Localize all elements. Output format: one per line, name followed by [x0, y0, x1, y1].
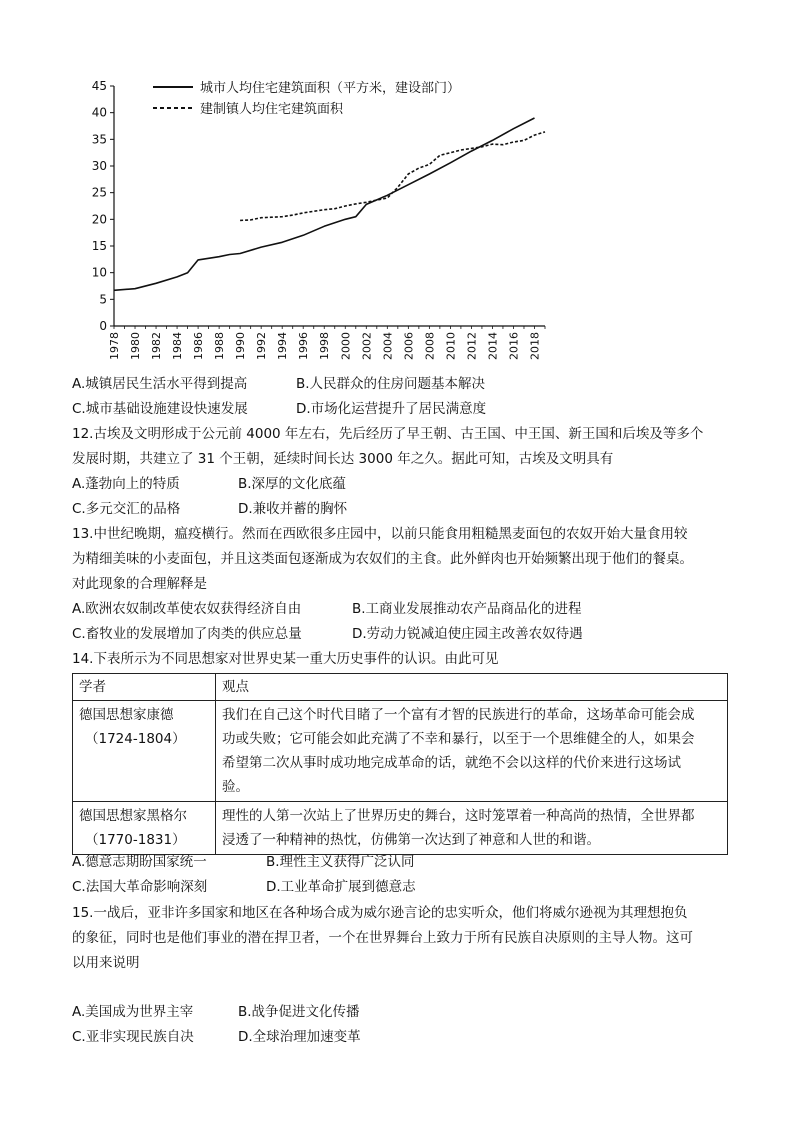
- x-tick-label: 1986: [192, 332, 206, 360]
- y-tick-label: 40: [91, 105, 107, 120]
- x-tick-label: 2016: [507, 332, 521, 360]
- x-tick-label: 1992: [255, 332, 269, 360]
- x-tick-label: 2012: [465, 332, 479, 360]
- q11-option-c: C.城市基础设施建设快速发展: [72, 401, 248, 417]
- q11-option-b: B.人民群众的住房问题基本解决: [296, 376, 486, 392]
- y-tick-label: 25: [91, 185, 107, 200]
- q15-option-b: B.战争促进文化传播: [238, 1004, 360, 1020]
- view-line: 浸透了一种精神的热忱，仿佛第一次达到了神意和人世的和谐。: [222, 832, 600, 848]
- scholar-years: （1770-1831）: [85, 832, 186, 848]
- view-line: 功或失败；它可能会如此充满了不幸和暴行，以至于一个思维健全的人，如果会: [222, 731, 695, 747]
- table-row: [73, 802, 728, 855]
- y-tick-label: 35: [91, 132, 107, 147]
- table-header-view: 观点: [216, 674, 728, 701]
- chart-series: [114, 118, 545, 290]
- q15-option-a: A.美国成为世界主宰: [72, 1004, 194, 1020]
- x-tick-label: 1984: [171, 332, 185, 360]
- table-cell-scholar: [73, 701, 216, 802]
- legend-label-urban: 城市人均住宅建筑面积（平方米，建设部门）: [200, 81, 461, 96]
- table-row: [73, 701, 728, 802]
- x-tick-label: 1980: [129, 332, 143, 360]
- q12-stem-line2: 发展时期，共建立了 31 个王朝，延续时间长达 3000 年之久。据此可知，古埃及文明具有: [72, 451, 614, 467]
- x-tick-label: 2008: [423, 332, 437, 360]
- legend-label-town: 建制镇人均住宅建筑面积: [200, 102, 344, 117]
- q14-option-b: B.理性主义获得广泛认同: [266, 854, 415, 870]
- chart-axes: [114, 86, 545, 326]
- q12-stem-line1: 12.古埃及文明形成于公元前 4000 年左右，先后经历了早王朝、古王国、中王国、新王国和后埃及等多个: [72, 426, 704, 442]
- q12-option-b: B.深厚的文化底蕴: [238, 476, 347, 492]
- q12-option-a: A.蓬勃向上的特质: [72, 476, 180, 492]
- view-line: 验。: [222, 779, 249, 795]
- y-tick-label: 5: [99, 292, 107, 307]
- q13-option-c: C.畜牧业的发展增加了肉类的供应总量: [72, 626, 302, 642]
- y-tick-label: 10: [91, 265, 107, 280]
- view-line: 希望第二次从事时成功地完成革命的话，就绝不会以这样的代价来进行这场试: [222, 755, 681, 771]
- x-tick-label: 1990: [234, 332, 248, 360]
- town-area-series-line: [240, 132, 545, 221]
- y-tick-label: 15: [91, 239, 107, 253]
- x-tick-label: 2010: [444, 332, 458, 360]
- table-header-scholar: 学者: [73, 674, 216, 701]
- q13-stem-line3: 对此现象的合理解释是: [72, 576, 207, 592]
- x-tick-label: 1996: [297, 332, 311, 360]
- table-cell-view: [216, 701, 728, 802]
- y-tick-label: 45: [91, 79, 107, 93]
- q13-stem-line2: 为精细美味的小麦面包，并且这类面包逐渐成为农奴们的主食。此外鲜肉也开始频繁出现于他们的餐桌。: [72, 551, 693, 567]
- q15-option-d: D.全球治理加速变革: [238, 1029, 361, 1045]
- y-tick-label: 0: [99, 319, 107, 333]
- x-tick-label: 1994: [276, 332, 290, 360]
- q15-stem-line1: 15.一战后，亚非许多国家和地区在各种场合成为威尔逊言论的忠实听众，他们将威尔逊视为其理想抱负: [72, 905, 688, 921]
- x-tick-label: 2006: [402, 332, 416, 360]
- q12-option-c: C.多元交汇的品格: [72, 501, 181, 517]
- view-line: 理性的人第一次站上了世界历史的舞台，这时笼罩着一种高尚的热情，全世界都: [222, 808, 695, 824]
- housing-area-line-chart: [80, 72, 560, 372]
- x-tick-label: 2000: [339, 332, 353, 360]
- q11-option-a: A.城镇居民生活水平得到提高: [72, 376, 248, 392]
- urban-area-series-line: [114, 118, 535, 290]
- table-cell-scholar: [73, 802, 216, 855]
- x-tick-label: 1998: [318, 332, 332, 360]
- y-tick-label: 30: [91, 159, 107, 173]
- x-tick-label: 2004: [381, 332, 395, 360]
- thinkers-table: [72, 673, 728, 855]
- scholar-name: 德国思想家康德: [79, 707, 174, 723]
- q14-stem-line1: 14.下表所示为不同思想家对世界史某一重大历史事件的认识。由此可见: [72, 651, 499, 667]
- q14-option-a: A.德意志期盼国家统一: [72, 854, 207, 870]
- table-header-row: [73, 674, 728, 701]
- x-tick-label: 2002: [360, 332, 374, 360]
- y-axis-ticks: [92, 79, 114, 333]
- q13-option-b: B.工商业发展推动农产品商品化的进程: [352, 601, 582, 617]
- view-line: 我们在自己这个时代目睹了一个富有才智的民族进行的革命，这场革命可能会成: [222, 707, 695, 723]
- q13-option-a: A.欧洲农奴制改革使农奴获得经济自由: [72, 601, 302, 617]
- q15-stem-line2: 的象征，同时也是他们事业的潜在捍卫者，一个在世界舞台上致力于所有民族自决原则的主导人物。这可: [72, 930, 693, 946]
- q15-option-c: C.亚非实现民族自决: [72, 1029, 194, 1045]
- q12-option-d: D.兼收并蓄的胸怀: [238, 501, 348, 517]
- x-tick-label: 1982: [150, 332, 164, 360]
- x-tick-label: 1978: [108, 332, 121, 360]
- x-tick-label: 2018: [528, 332, 542, 360]
- chart-legend: [153, 80, 460, 117]
- q13-stem-line1: 13.中世纪晚期，瘟疫横行。然而在西欧很多庄园中，以前只能食用粗糙黑麦面包的农奴开始大量食用较: [72, 526, 688, 542]
- table-cell-view: [216, 802, 728, 855]
- scholar-name: 德国思想家黑格尔: [79, 808, 187, 824]
- y-tick-label: 20: [91, 212, 107, 227]
- q11-option-d: D.市场化运营提升了居民满意度: [296, 401, 487, 417]
- x-tick-label: 1988: [213, 332, 227, 360]
- scholar-years: （1724-1804）: [85, 731, 186, 747]
- x-tick-label: 2014: [486, 332, 500, 360]
- q15-stem-line3: 以用来说明: [72, 955, 140, 971]
- x-axis-ticks: [108, 326, 545, 360]
- q14-option-d: D.工业革命扩展到德意志: [266, 879, 416, 895]
- q14-option-c: C.法国大革命影响深刻: [72, 879, 208, 895]
- q13-option-d: D.劳动力锐减迫使庄园主改善农奴待遇: [352, 626, 583, 642]
